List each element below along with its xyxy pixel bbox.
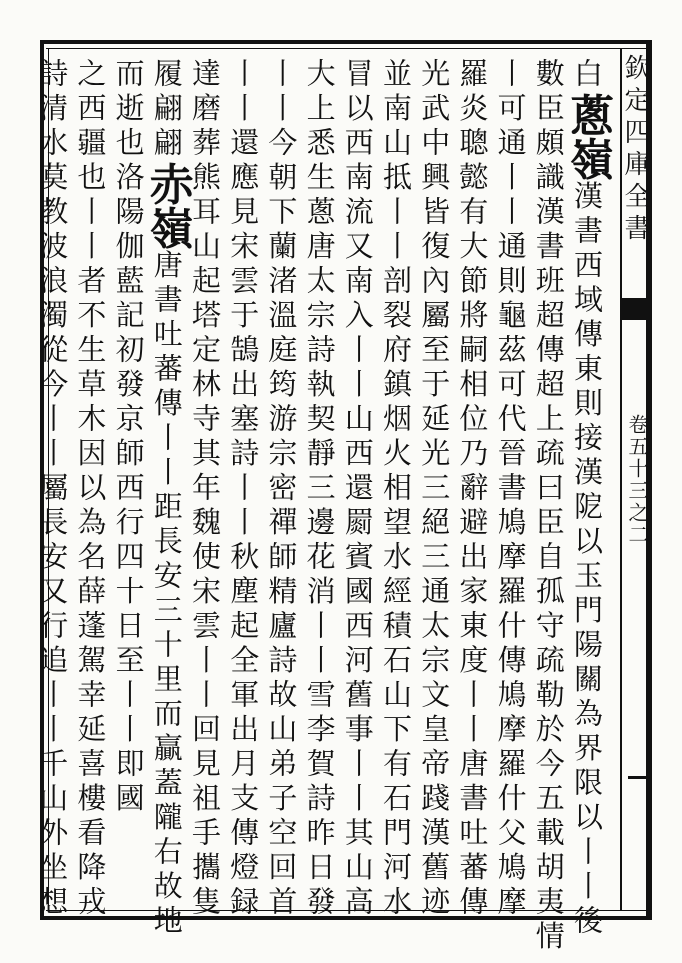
text-column [141,58,193,940]
border-line-top [46,48,646,49]
text-run: 白 [570,58,604,93]
text-column [493,58,528,921]
entry-heading: 赤嶺 [141,161,193,250]
text-column [73,58,108,921]
fishtail-marker-bottom [628,776,650,779]
volume-label: 卷五十三之二 [625,414,649,546]
text-run: 唐書吐蕃傳丨丨距長安三十里而贏蓋隴右故地 [149,249,184,940]
fishtail-marker [621,298,649,320]
text-run: 冒以西南流又南入丨丨山西還罽賓國西河舊事丨丨其山高 [340,58,375,921]
text-column [379,58,413,921]
text-run: 而逝 [111,58,146,127]
text-run: 光武中興皆復內屬至于延光三絕三通太宗文皇帝踐漢舊迹 [417,58,452,921]
text-run: 詩清水莫教波浪濁從今丨丨屬長安又行追丨丨千山外坐想 [35,58,70,921]
text-column [302,58,337,921]
text-column [417,58,452,921]
book-title: 欽定四庫全書 [620,54,650,246]
text-run: 也洛陽伽藍記初發京師西行四十日至丨丨即國 [111,127,146,817]
text-run: 漢書西域傳東則接漢阸以玉門陽關為界限以丨丨後 [570,180,604,940]
text-column [455,58,490,921]
text-column [226,58,261,921]
entry-heading: 蔥嶺 [562,92,613,181]
text-run: 大上悉生蔥唐太宗詩執契靜三邊花消丨丨雪李賀詩昨日發 [302,58,337,921]
text-run: 丨丨今朝下蘭渚溫庭筠游宗密禪師精廬詩故山弟子空回首 [264,58,299,921]
text-run: 履翩翩 [149,58,184,162]
text-run: 丨丨還應見宋雲于鵠出塞詩丨丨秋塵起全軍出月支傳燈録 [226,58,261,921]
text-column [340,58,375,921]
text-column [112,58,146,908]
text-column [531,58,566,955]
text-run: 達磨葬熊耳山起塔定林寺其年魏使宋雲丨丨回見祖手攜隻 [188,58,222,921]
text-run: 丨可通丨丨通則龜茲可代晉書鳩摩羅什傳鳩摩羅什父鳩摩 [493,58,528,921]
text-column [188,58,222,921]
text-column [264,58,299,921]
text-run: 漢書班超傳超上疏曰臣自孤守疏勒於今五載胡夷情 [531,196,566,955]
text-run: 羅炎聰懿有大節將嗣相位乃辭避出家東度丨丨唐書吐蕃傳 [455,58,490,921]
text-column [562,58,613,940]
text-column [35,58,70,921]
text-run: 之西疆也丨丨者不生草木因以為名薛蓬駕幸延喜樓看降戎 [73,58,108,921]
text-run: 並南山抵丨丨剖裂府鎮烟火相望水經積石山下有石門河水 [379,58,413,921]
text-run: 數臣頗識 [531,58,566,196]
